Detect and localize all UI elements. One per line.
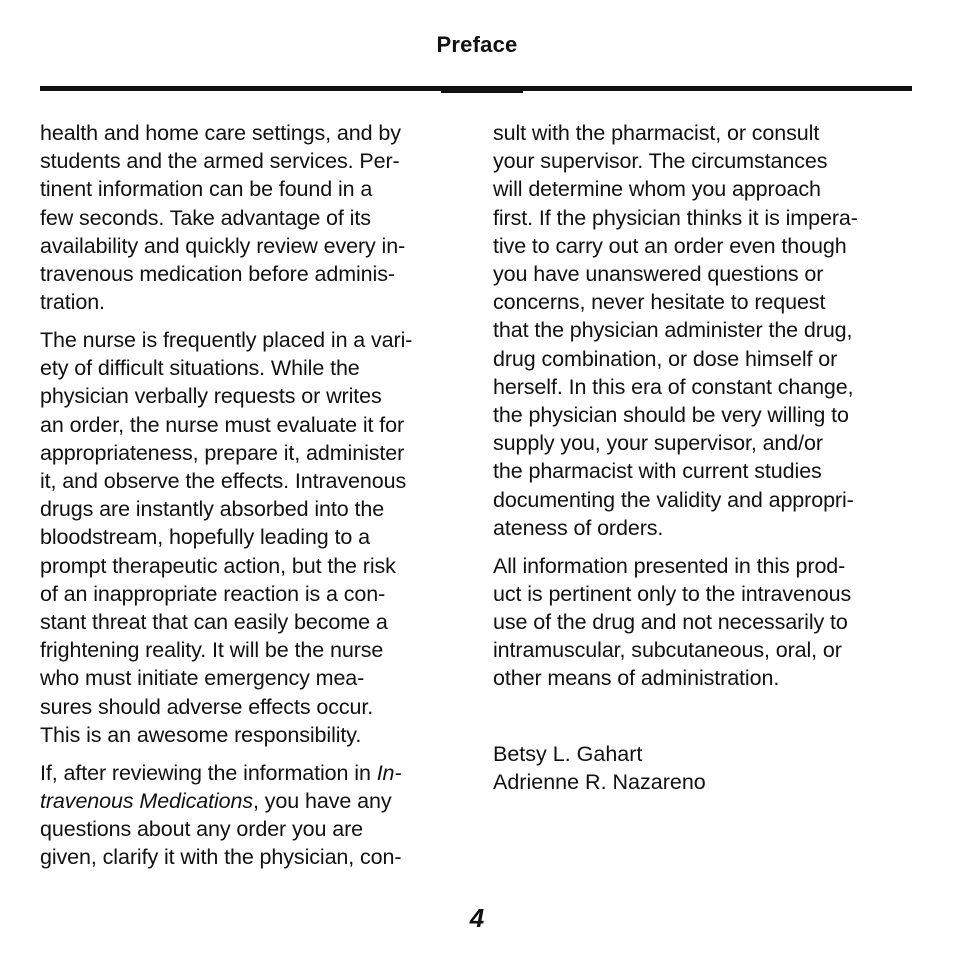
text-line: that the physician administer the drug, (493, 318, 853, 343)
text-line: This is an awesome responsibility. (40, 722, 362, 747)
text-line: bloodstream, hopefully leading to a (40, 525, 370, 550)
text-line: herself. In this era of constant change, (493, 374, 854, 399)
book-title-italic: In- (376, 760, 402, 785)
right-paragraph-1 (493, 119, 918, 542)
text-line: stant threat that can easily become a (40, 610, 388, 635)
text-line: an order, the nurse must evaluate it for (40, 412, 405, 437)
text-line: travenous medication before adminis- (40, 262, 395, 287)
text-line: All information presented in this prod- (493, 553, 846, 578)
text-line: ateness of orders. (493, 515, 664, 540)
text-line: other means of administration. (493, 666, 780, 691)
text-line: tive to carry out an order even though (493, 233, 847, 258)
right-paragraph-2 (493, 552, 918, 693)
text-line: appropriateness, prepare it, administer (40, 440, 405, 465)
page-number: 4 (469, 903, 485, 933)
text-run: If, after reviewing the information in (40, 760, 377, 785)
right-column (493, 119, 918, 702)
text-line: uct is pertinent only to the intravenous (493, 581, 852, 606)
book-title-italic: travenous Medications (40, 788, 254, 813)
text-line: sures should adverse effects occur. (40, 694, 374, 719)
author-name: Adrienne R. Nazareno (493, 770, 706, 794)
page-header-title: Preface (436, 32, 518, 57)
header-rule-notch (441, 91, 523, 93)
text-line: supply you, your supervisor, and/or (493, 431, 823, 456)
text-line: it, and observe the effects. Intravenous (40, 469, 407, 494)
left-column (40, 119, 465, 881)
text-run: , you have any (253, 788, 392, 813)
text-line: first. If the physician thinks it is impera- (493, 205, 858, 230)
text-line: frightening reality. It will be the nurse (40, 638, 384, 663)
text-line: few seconds. Take advantage of its (40, 205, 371, 230)
text-line: students and the armed services. Per- (40, 149, 400, 174)
text-line: The nurse is frequently placed in a vari- (40, 328, 413, 353)
text-line: ety of difficult situations. While the (40, 356, 360, 381)
author-signatures (493, 740, 706, 796)
left-paragraph-3 (40, 759, 465, 872)
text-line: questions about any order you are (40, 817, 364, 842)
text-line: physician verbally requests or writes (40, 384, 382, 409)
text-line (40, 787, 465, 815)
text-line: intramuscular, subcutaneous, oral, or (493, 638, 842, 663)
text-line: the pharmacist with current studies (493, 459, 822, 484)
text-line: tration. (40, 290, 105, 315)
text-line: concerns, never hesitate to request (493, 290, 826, 315)
text-line: use of the drug and not necessarily to (493, 610, 848, 635)
text-line: health and home care settings, and by (40, 121, 401, 145)
text-line: drug combination, or dose himself or (493, 346, 838, 371)
text-line: sult with the pharmacist, or consult (493, 121, 820, 145)
text-line (40, 759, 465, 787)
author-name: Betsy L. Gahart (493, 742, 643, 766)
text-line: the physician should be very willing to (493, 403, 849, 428)
left-paragraph-1 (40, 119, 465, 316)
text-line: availability and quickly review every in- (40, 233, 406, 258)
left-paragraph-2 (40, 326, 465, 749)
text-line: you have unanswered questions or (493, 262, 824, 287)
text-line: tinent information can be found in a (40, 177, 373, 202)
text-line: drugs are instantly absorbed into the (40, 497, 385, 522)
text-line: of an inappropriate reaction is a con- (40, 581, 386, 606)
text-line: your supervisor. The circumstances (493, 149, 828, 174)
text-line: will determine whom you approach (493, 177, 821, 202)
text-line: prompt therapeutic action, but the risk (40, 553, 396, 578)
text-line: who must initiate emergency mea- (40, 666, 365, 691)
text-line: given, clarify it with the physician, con- (40, 845, 402, 870)
text-line: documenting the validity and appropri- (493, 487, 854, 512)
